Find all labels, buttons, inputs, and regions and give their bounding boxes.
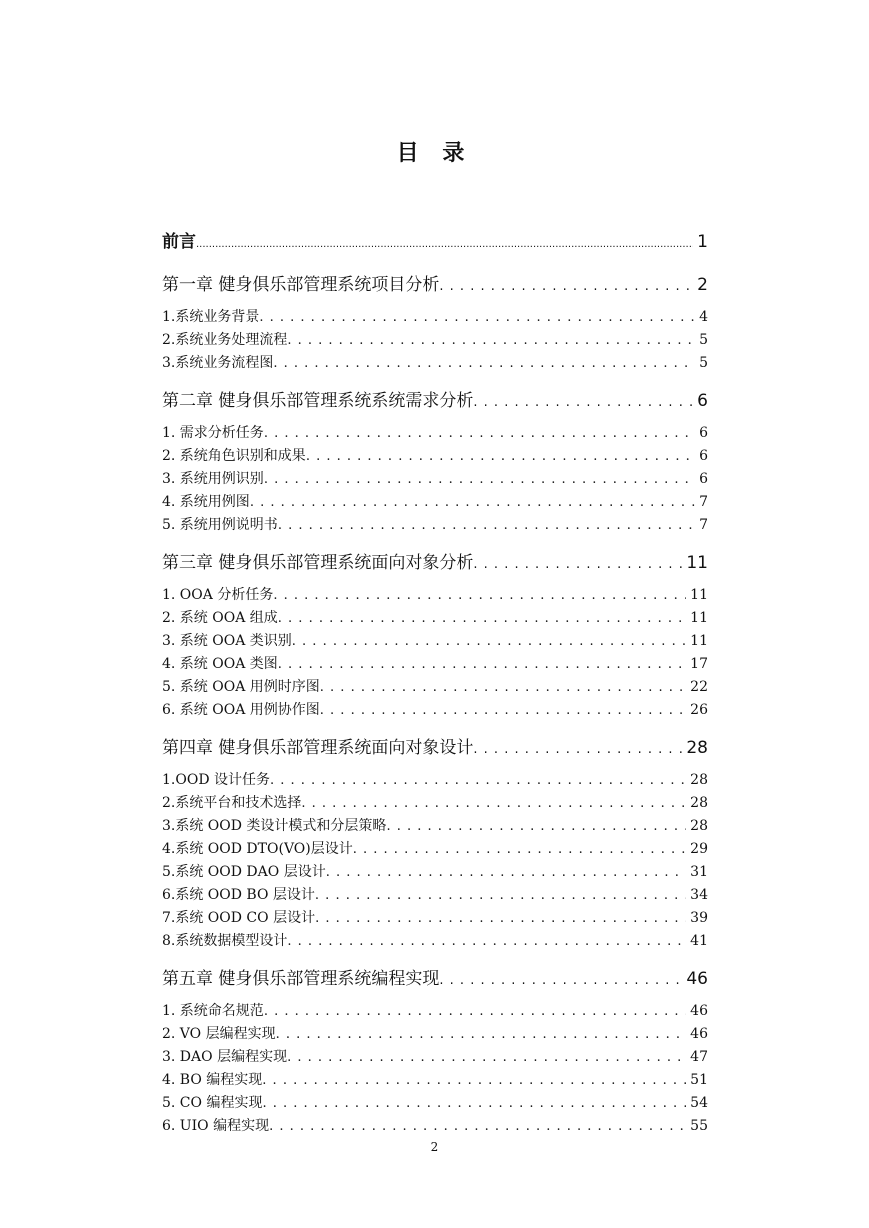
toc-entry-page: 1 — [697, 232, 708, 252]
dot-leader — [315, 884, 686, 907]
dot-leader — [250, 491, 695, 514]
toc-entry-page: 26 — [690, 702, 708, 718]
toc-section-entry[interactable] — [162, 907, 708, 930]
dot-leader — [264, 422, 695, 445]
toc-entry-label: 第一章 健身俱乐部管理系统项目分析 — [162, 275, 440, 295]
dot-leader — [386, 815, 686, 838]
toc-section-entry[interactable] — [162, 769, 708, 792]
dot-leader — [439, 274, 693, 298]
toc-entry-label: 5.系统 OOD DAO 层设计 — [162, 864, 326, 880]
page-title: 目 录 — [396, 141, 473, 166]
toc-section-entry[interactable] — [162, 630, 708, 653]
toc-chapter-entry[interactable] — [162, 966, 708, 992]
toc-section-entry[interactable] — [162, 653, 708, 676]
toc-section-entry[interactable] — [162, 514, 708, 537]
toc-entry-label: 前言 — [162, 232, 196, 252]
dot-leader — [287, 1046, 686, 1069]
toc-entry-page: 7 — [699, 494, 708, 510]
toc-section-entry[interactable] — [162, 1092, 708, 1115]
dot-leader — [315, 907, 686, 930]
toc-section-entry[interactable] — [162, 699, 708, 722]
toc-section-entry[interactable] — [162, 1000, 708, 1023]
toc-section-entry[interactable] — [162, 930, 708, 953]
toc-section-entry[interactable] — [162, 884, 708, 907]
dot-leader — [287, 329, 695, 352]
toc-entry-label: 2. VO 层编程实现 — [162, 1026, 276, 1042]
toc-chapter-entry[interactable] — [162, 388, 708, 414]
toc-entry-label: 8.系统数据模型设计 — [162, 933, 288, 949]
toc-entry-label: 1. OOA 分析任务 — [162, 587, 274, 603]
toc-entry-label: 6. UIO 编程实现 — [162, 1118, 270, 1134]
toc-entry-page: 51 — [690, 1072, 708, 1088]
toc-entry-label: 2.系统业务处理流程 — [162, 332, 288, 348]
toc-section-entry[interactable] — [162, 306, 708, 329]
dot-leader — [473, 552, 682, 576]
toc-section-entry[interactable] — [162, 445, 708, 468]
toc-section-entry[interactable] — [162, 584, 708, 607]
toc-section-entry[interactable] — [162, 815, 708, 838]
toc-entry-label: 第二章 健身俱乐部管理系统系统需求分析 — [162, 391, 474, 411]
toc-entry-page: 6 — [699, 425, 708, 441]
toc-entry-page: 11 — [690, 633, 708, 649]
toc-entry-label: 3.系统业务流程图 — [162, 355, 274, 371]
toc-entry-page: 6 — [699, 448, 708, 464]
toc-entry-page: 28 — [690, 772, 708, 788]
toc-entry-label: 3. 系统 OOA 类识别 — [162, 633, 292, 649]
toc-entry-label: 7.系统 OOD CO 层设计 — [162, 910, 316, 926]
toc-section-entry[interactable] — [162, 352, 708, 375]
dot-leader — [278, 653, 686, 676]
toc-entry-page: 17 — [690, 656, 708, 672]
toc-entry-page: 11 — [686, 553, 708, 573]
toc-entry-page: 41 — [690, 933, 708, 949]
toc-entry-label: 4. 系统 OOA 类图 — [162, 656, 278, 672]
toc-entry-page: 11 — [690, 587, 708, 603]
toc-entry-page: 22 — [690, 679, 708, 695]
dot-leader — [278, 607, 686, 630]
toc-entry-label: 3. 系统用例识别 — [162, 471, 264, 487]
toc-entry-label: 第三章 健身俱乐部管理系统面向对象分析 — [162, 553, 474, 573]
dot-leader — [273, 352, 695, 375]
dot-leader — [262, 1069, 686, 1092]
toc-section-entry[interactable] — [162, 1023, 708, 1046]
dot-leader — [264, 1000, 686, 1023]
toc-entry-label: 3.系统 OOD 类设计模式和分层策略 — [162, 818, 387, 834]
dot-leader — [320, 676, 686, 699]
toc-section-entry[interactable] — [162, 1069, 708, 1092]
toc-entry-page: 7 — [699, 517, 708, 533]
toc-section-entry[interactable] — [162, 861, 708, 884]
dot-leader — [196, 228, 693, 259]
dot-leader — [473, 737, 682, 761]
toc-entry-label: 3. DAO 层编程实现 — [162, 1049, 288, 1065]
toc-entry-page: 6 — [699, 471, 708, 487]
page-number: 2 — [430, 1140, 439, 1154]
toc-entry-page: 54 — [690, 1095, 708, 1111]
toc-entry-page: 6 — [697, 391, 708, 411]
dot-leader — [292, 630, 686, 653]
toc-section-entry[interactable] — [162, 1115, 708, 1138]
toc-entry-page: 28 — [686, 738, 708, 758]
toc-entry-page: 46 — [686, 969, 708, 989]
dot-leader — [439, 968, 682, 992]
toc-entry-page: 5 — [699, 332, 708, 348]
dot-leader — [353, 838, 686, 861]
toc-section-entry[interactable] — [162, 676, 708, 699]
toc-entry-label: 6. 系统 OOA 用例协作图 — [162, 702, 320, 718]
toc-section-entry[interactable] — [162, 607, 708, 630]
toc-chapter-entry[interactable] — [162, 550, 708, 576]
toc-section-entry[interactable] — [162, 491, 708, 514]
toc-entry-label: 6.系统 OOD BO 层设计 — [162, 887, 315, 903]
dot-leader — [259, 306, 695, 329]
toc-entry-page: 5 — [699, 355, 708, 371]
toc-entry-label: 5. CO 编程实现 — [162, 1095, 263, 1111]
toc-entry-label: 2. 系统角色识别和成果 — [162, 448, 306, 464]
toc-entry-label: 4.系统 OOD DTO(VO)层设计 — [162, 841, 353, 857]
toc-section-entry[interactable] — [162, 1046, 708, 1069]
toc-entry-label: 2. 系统 OOA 组成 — [162, 610, 278, 626]
toc-section-entry[interactable] — [162, 422, 708, 445]
dot-leader — [301, 792, 686, 815]
toc-entry-page: 28 — [690, 818, 708, 834]
toc-section-entry[interactable] — [162, 329, 708, 352]
dot-leader — [287, 930, 686, 953]
toc-entry-page: 31 — [690, 864, 708, 880]
toc-entry-page: 34 — [690, 887, 708, 903]
toc-entry-label: 1. 需求分析任务 — [162, 425, 264, 441]
dot-leader — [306, 445, 695, 468]
toc-entry-page: 2 — [697, 275, 708, 295]
dot-leader — [320, 699, 686, 722]
dot-leader — [273, 584, 686, 607]
dot-leader — [269, 1115, 686, 1138]
dot-leader — [276, 1023, 687, 1046]
toc-entry-page: 39 — [690, 910, 708, 926]
toc-entry-label: 2.系统平台和技术选择 — [162, 795, 302, 811]
toc-entry-page: 29 — [690, 841, 708, 857]
toc-entry-label: 第五章 健身俱乐部管理系统编程实现 — [162, 969, 440, 989]
toc-entry-preface[interactable] — [162, 225, 708, 259]
toc-entry-page: 4 — [699, 309, 708, 325]
toc-entry-page: 46 — [690, 1003, 708, 1019]
toc-chapter-entry[interactable] — [162, 735, 708, 761]
toc-section-entry[interactable] — [162, 792, 708, 815]
toc-section-entry[interactable] — [162, 468, 708, 491]
dot-leader — [270, 769, 686, 792]
toc-section-entry[interactable] — [162, 838, 708, 861]
toc-entry-label: 5. 系统 OOA 用例时序图 — [162, 679, 320, 695]
toc-entry-label: 5. 系统用例说明书 — [162, 517, 278, 533]
toc-entry-label: 4. BO 编程实现 — [162, 1072, 263, 1088]
toc-entry-label: 1. 系统命名规范 — [162, 1003, 264, 1019]
dot-leader — [473, 390, 693, 414]
table-of-contents — [162, 225, 708, 1138]
toc-entry-label: 1.OOD 设计任务 — [162, 772, 270, 788]
dot-leader — [278, 514, 695, 537]
toc-entry-label: 4. 系统用例图 — [162, 494, 250, 510]
toc-entry-page: 55 — [690, 1118, 708, 1134]
toc-chapter-entry[interactable] — [162, 272, 708, 298]
toc-entry-page: 46 — [690, 1026, 708, 1042]
toc-entry-page: 28 — [690, 795, 708, 811]
toc-chapters — [162, 272, 708, 1138]
toc-entry-page: 47 — [690, 1049, 708, 1065]
toc-entry-label: 1.系统业务背景 — [162, 309, 260, 325]
toc-entry-label: 第四章 健身俱乐部管理系统面向对象设计 — [162, 738, 474, 758]
dot-leader — [262, 1092, 686, 1115]
dot-leader — [264, 468, 695, 491]
dot-leader — [326, 861, 686, 884]
toc-entry-page: 11 — [690, 610, 708, 626]
